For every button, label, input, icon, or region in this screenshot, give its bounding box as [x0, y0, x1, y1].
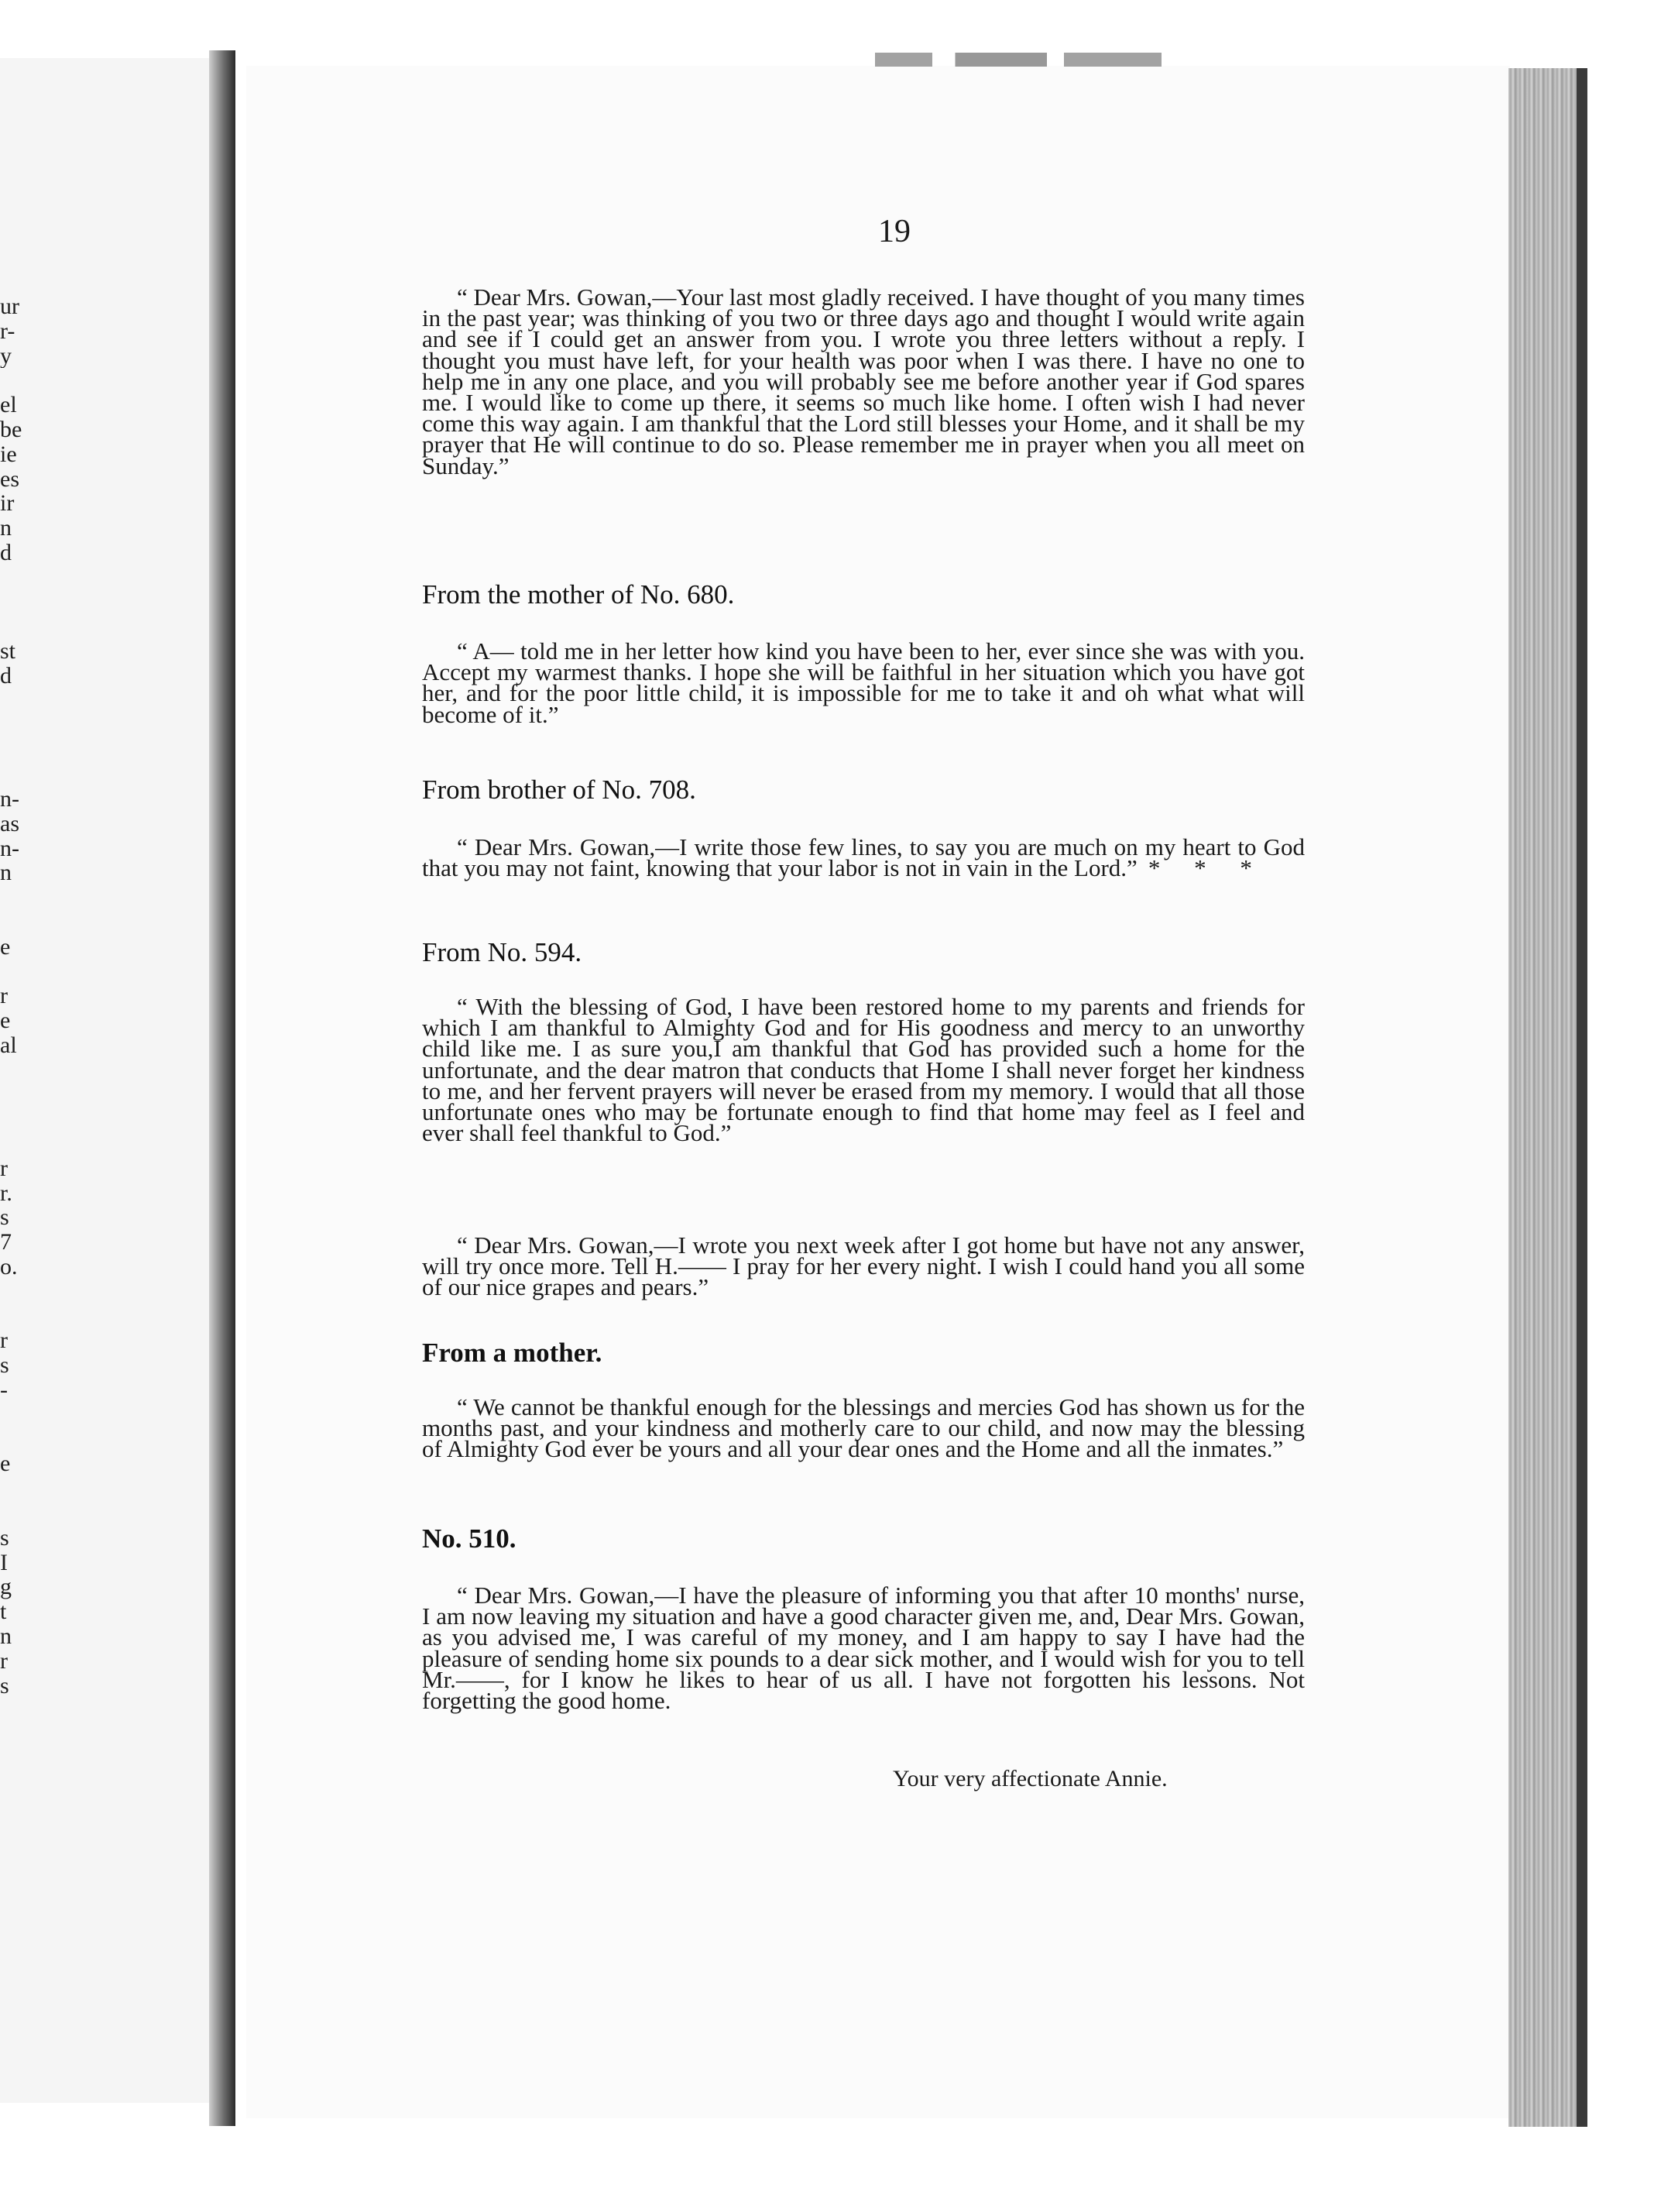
- facing-page-fragment: n-: [0, 786, 19, 812]
- facing-page-fragment: as: [0, 811, 19, 836]
- facing-page-fragment: [0, 713, 23, 738]
- letter-paragraph: [422, 1393, 1305, 1463]
- letter-text: “ Dear Mrs. Gowan,—I write those few lines, to say you are much on my heart to God that you may not faint, knowing that your labor is not in vain in the Lord.”: [422, 833, 1305, 882]
- page-number: 19: [878, 214, 911, 249]
- facing-page-fragment: [0, 1476, 23, 1501]
- facing-page-fragment: [0, 737, 23, 762]
- section-heading: From No. 594.: [422, 937, 582, 967]
- letter-paragraph: [422, 637, 1305, 728]
- facing-page-fragment: el: [0, 393, 17, 417]
- facing-page-fragment: s: [0, 1353, 9, 1379]
- facing-page-fragment: [0, 960, 23, 984]
- letter-text: “ With the blessing of God, I have been restored home to my parents and friends for which I am thankful to Almighty God and for His goodness and mercy to an unworthy child like me. I as sure you,I am thankful that God has provided such a home for the unfortunate, and the dear matron that conducts that Home I shall never forget her kindness to me, and her fervent prayers will never be erased from my memory. I would that all those unfortunate ones who may be fortunate enough to find that home may feel as I feel and ever shall feel thankful to God.”: [422, 993, 1305, 1147]
- facing-page-fragment: st: [0, 639, 16, 664]
- facing-page-fragment: I: [0, 1550, 8, 1575]
- facing-page-fragment: [0, 614, 23, 639]
- facing-page-fragment: y: [0, 343, 12, 369]
- facing-page-fragment: e: [0, 1451, 11, 1477]
- facing-page-fragment: al: [0, 1032, 17, 1058]
- section-heading: From brother of No. 708.: [422, 775, 696, 805]
- scan-artifact: [875, 53, 1162, 67]
- facing-page-fragment: n: [0, 1624, 12, 1649]
- facing-page-fragment: [0, 1058, 23, 1083]
- letter-paragraph: [422, 993, 1305, 1147]
- facing-page-fragment: e: [0, 934, 11, 960]
- section-heading: From the mother of No. 680.: [422, 579, 735, 610]
- letter-paragraph: [422, 1231, 1305, 1301]
- facing-page-fragment: n: [0, 860, 12, 886]
- section-heading: No. 510.: [422, 1523, 516, 1554]
- letter-signoff: Your very affectionate Annie.: [893, 1766, 1168, 1791]
- ellipsis-stars: * * *: [1148, 854, 1266, 882]
- facing-page-fragment: o.: [0, 1255, 18, 1279]
- facing-page-fragment: r: [0, 984, 8, 1009]
- facing-page-fragment: [0, 1427, 23, 1452]
- facing-page-fragment: n-: [0, 836, 19, 861]
- letter-text: “ Dear Mrs. Gowan,—I have the pleasure of informing you that after 10 months' nurse, I am now leaving my situation and have a good character given me, and, Dear Mrs. Gowan, as you advised me, I was careful of my money, and I am happy to say I have had the pleasure of sending home six pounds to a dear sick mother, and I would wish for you to tell Mr.——, for I know he likes to hear of us all. I have not forgotten his lessons. Not forgetting the good home.: [422, 1582, 1305, 1715]
- facing-page-fragment: s: [0, 1525, 9, 1551]
- facing-page-fragment: es: [0, 466, 19, 492]
- facing-page-fragment: -: [0, 1378, 8, 1403]
- facing-page-fragment: [0, 689, 23, 713]
- letter-text: “ Dear Mrs. Gowan,—Your last most gladly received. I have thought of you many times in the past year; was thinking of you two or three days ago and thought I would write again and see if I could get an answer from you. I wrote you three letters without a reply. I thought you must have left, for your health was poor when I was there. I have no one to help me in any one place, and you will probably see me before another year if God spares me. I would like to come up there, it seems so much like home. I often wish I had never come this way again. I am thankful that the Lord still blesses your Home, and it shall be my prayer that He will continue to do so. Please remember me in prayer when you all meet on Sunday.”: [422, 283, 1305, 479]
- facing-page-fragment: [0, 762, 23, 787]
- facing-page-fragment: ir: [0, 491, 15, 517]
- facing-page-fragment: 7: [0, 1230, 12, 1255]
- facing-page-fragment: n: [0, 516, 12, 541]
- facing-page-fragment: [0, 1403, 23, 1427]
- letter-paragraph: [422, 1582, 1305, 1715]
- letter-text: “ Dear Mrs. Gowan,—I wrote you next week after I got home but have not any answer, will try once more. Tell H.—— I pray for her every night. I wish I could hand you all some of our nice grapes and pears.”: [422, 1231, 1305, 1301]
- facing-page-fragment: [0, 1107, 23, 1132]
- letter-paragraph: [422, 283, 1305, 479]
- book-gutter: [209, 50, 235, 2126]
- facing-page-fragment: [0, 1279, 23, 1304]
- facing-page-fragment: [0, 1132, 23, 1156]
- facing-page: [0, 58, 221, 2103]
- facing-page-fragment: [0, 1501, 23, 1526]
- facing-page-fragment: ur: [0, 294, 19, 319]
- page-stack-shadow: [1577, 68, 1587, 2127]
- facing-page-fragment: g: [0, 1575, 12, 1600]
- letter-text: “ We cannot be thankful enough for the blessings and mercies God has shown us for the months past, and your kindness and motherly care to our child, and now may the blessing of Almighty God ever be yours and all your dear ones and the Home and all the inmates.”: [422, 1393, 1305, 1463]
- facing-page-fragment: ie: [0, 441, 17, 467]
- facing-page-fragment: d: [0, 540, 12, 565]
- facing-page-fragment: r: [0, 1648, 8, 1674]
- facing-page-fragment: be: [0, 417, 22, 442]
- facing-page-fragment: r: [0, 1328, 8, 1354]
- facing-page-fragment: s: [0, 1205, 9, 1231]
- facing-page-fragment: e: [0, 1008, 11, 1033]
- letter-paragraph: [422, 833, 1305, 882]
- facing-page-fragment: r.: [0, 1180, 12, 1206]
- facing-page-fragment: [0, 1083, 23, 1108]
- facing-page-fragment: t: [0, 1599, 7, 1625]
- facing-page-fragment: d: [0, 663, 12, 689]
- facing-page-fragment: r-: [0, 318, 15, 344]
- facing-page-fragment: r: [0, 1156, 8, 1181]
- facing-page-fragment: [0, 1304, 23, 1329]
- section-heading: From a mother.: [422, 1338, 602, 1368]
- facing-page-fragment: [0, 910, 23, 935]
- facing-page-fragment: s: [0, 1673, 9, 1698]
- facing-page-fragment: [0, 368, 23, 393]
- facing-page-fragment: [0, 590, 23, 615]
- page-stack-edge: [1508, 68, 1577, 2127]
- facing-page-fragment: [0, 885, 23, 910]
- facing-page-fragment: [0, 565, 23, 590]
- letter-text: “ A— told me in her letter how kind you have been to her, ever since she was with you. Accept my warmest thanks. I hope she will be faithful in her situation which you have got her, and for the poor little child, it is impossible for me to take it and oh what what will become of it.”: [422, 637, 1305, 728]
- facing-page-text-fragments: [0, 294, 23, 1698]
